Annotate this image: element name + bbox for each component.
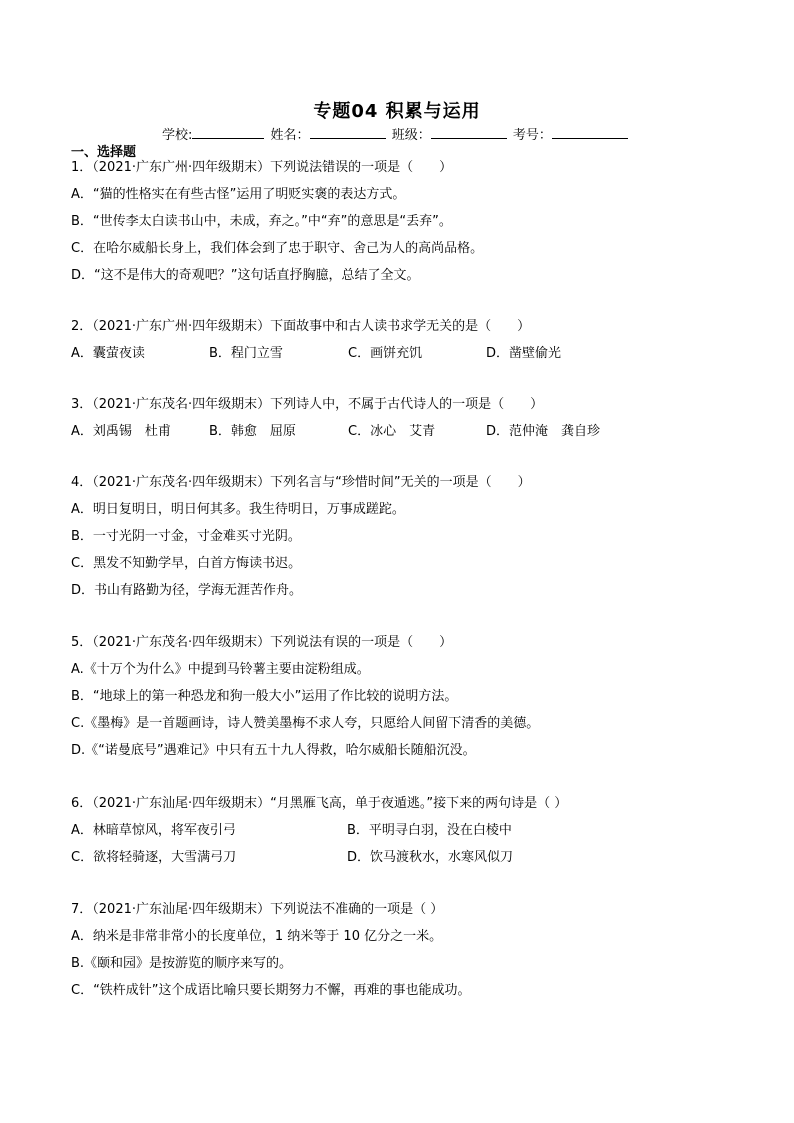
option-row — [71, 823, 711, 839]
option-item: C．“铁杵成针”这个成语比喻只要长期努力不懈，再难的事也能成功。 — [71, 983, 471, 998]
option-item: D.《“诺曼底号”遇难记》中只有五十九人得救，哈尔威船长随船沉没。 — [71, 743, 476, 758]
option-item: B．韩愈 屈原 — [209, 424, 296, 439]
option-item: B．一寸光阴一寸金，寸金难买寸光阴。 — [71, 529, 301, 544]
option-item: C．画饼充饥 — [348, 346, 423, 361]
number-label: 考号： — [512, 128, 552, 143]
option-item: C．冰心 艾青 — [348, 424, 436, 439]
option-item: A．“猫的性格实在有些古怪”运用了明贬实褒的表达方式。 — [71, 187, 406, 202]
name-blank[interactable] — [310, 126, 386, 139]
student-info-line — [162, 124, 630, 143]
school-label: 学校: — [162, 128, 193, 143]
option-item: D．饮马渡秋水，水寒风似刀 — [347, 850, 514, 865]
question-stem: 5．（2021·广东茂名·四年级期末）下列说法有误的一项是（ ） — [71, 635, 453, 650]
option-item: A.《十万个为什么》中提到马铃薯主要由淀粉组成。 — [71, 662, 370, 677]
option-row — [71, 424, 711, 440]
class-blank[interactable] — [431, 126, 507, 139]
option-row — [71, 850, 711, 866]
option-item: A．明日复明日，明日何其多。我生待明日，万事成蹉跎。 — [71, 502, 405, 517]
option-row — [71, 346, 711, 362]
question-stem: 1．（2021·广东广州·四年级期末）下列说法错误的一项是（ ） — [71, 160, 453, 175]
option-item: D．范仲淹 龚自珍 — [486, 424, 601, 439]
question-stem: 3．（2021·广东茂名·四年级期末）下列诗人中，不属于古代诗人的一项是（ ） — [71, 397, 544, 412]
option-item: C．黑发不知勤学早，白首方悔读书迟。 — [71, 556, 302, 571]
option-item: A．刘禹锡 杜甫 — [71, 424, 171, 439]
option-item: A．林暗草惊风，将军夜引弓 — [71, 823, 236, 838]
question-stem: 2．（2021·广东广州·四年级期末）下面故事中和古人读书求学无关的是（ ） — [71, 319, 531, 334]
school-blank[interactable] — [192, 126, 264, 139]
option-item: D．凿壁偷光 — [486, 346, 562, 361]
class-label: 班级： — [391, 128, 431, 143]
option-item: D．书山有路勤为径，学海无涯苦作舟。 — [71, 583, 303, 598]
option-item: C.《墨梅》是一首题画诗，诗人赞美墨梅不求人夸，只愿给人间留下清香的美德。 — [71, 716, 540, 731]
option-item: C．在哈尔威船长身上，我们体会到了忠于职守、舍己为人的高尚品格。 — [71, 241, 484, 256]
option-item: B．平明寻白羽，没在白棱中 — [347, 823, 512, 838]
option-item: A．囊萤夜读 — [71, 346, 145, 361]
option-item: A．纳米是非常非常小的长度单位，1 纳米等于 10 亿分之一米。 — [71, 929, 443, 944]
number-blank[interactable] — [552, 126, 628, 139]
question-stem: 6．（2021·广东汕尾·四年级期末）“月黑雁飞高，单于夜遁逃。”接下来的两句诗是（ ） — [71, 796, 568, 811]
name-label: 姓名： — [270, 128, 310, 143]
option-item: B.《颐和园》是按游览的顺序来写的。 — [71, 956, 293, 971]
question-stem: 4．（2021·广东茂名·四年级期末）下列名言与“珍惜时间”无关的一项是（ ） — [71, 475, 531, 490]
section-heading: 一、选择题 — [71, 145, 137, 160]
option-item: B．“世传李太白读书山中，未成，弃之。”中“弃”的意思是“丢弃”。 — [71, 214, 452, 229]
option-item: D．“这不是伟大的奇观吧？”这句话直抒胸臆，总结了全文。 — [71, 268, 420, 283]
option-item: B．程门立雪 — [209, 346, 283, 361]
option-item: B．“地球上的第一种恐龙和狗一般大小”运用了作比较的说明方法。 — [71, 689, 458, 704]
question-stem: 7．（2021·广东汕尾·四年级期末）下列说法不准确的一项是（ ） — [71, 902, 444, 917]
option-item: C．欲将轻骑逐，大雪满弓刀 — [71, 850, 237, 865]
page-title: 专题04 积累与运用 — [313, 101, 481, 122]
